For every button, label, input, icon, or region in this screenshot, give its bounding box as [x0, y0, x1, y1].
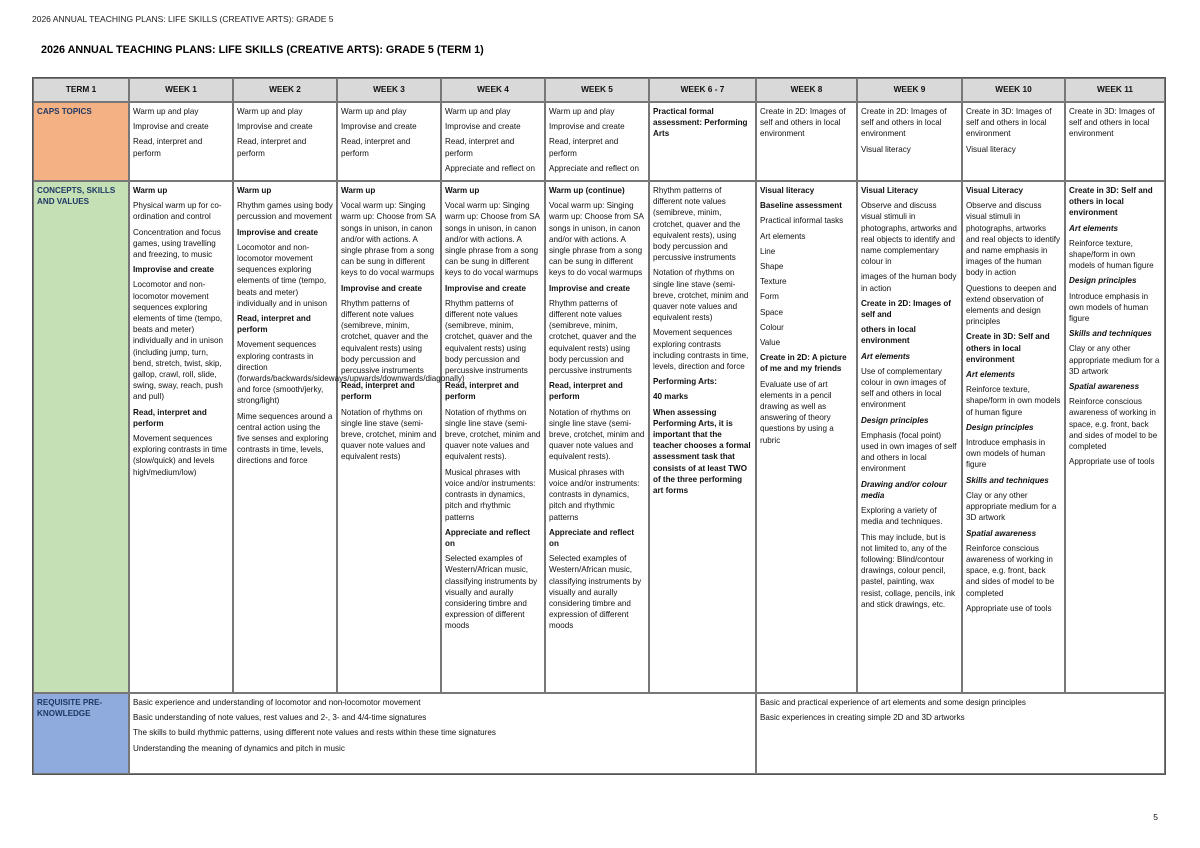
column-header: WEEK 2 — [233, 78, 337, 102]
cell-text: Texture — [760, 277, 787, 287]
cell-subheading: Spatial awareness — [1069, 382, 1140, 392]
column-header: WEEK 9 — [857, 78, 962, 102]
cell-subheading: Appreciate and reflect on — [549, 527, 635, 548]
cell-subheading: Art elements — [1069, 223, 1119, 233]
cell-text: Appropriate use of tools — [1069, 457, 1155, 467]
cell-text: Introduce emphasis in own models of human figure — [966, 438, 1046, 470]
cell-subheading: Visual Literacy — [966, 186, 1023, 196]
cell-text: Appropriate use of tools — [966, 603, 1052, 613]
cell-subheading: Spatial awareness — [966, 528, 1037, 538]
cell-subheading: Warm up — [133, 186, 168, 196]
cell-text: Movement sequences exploring contrasts in direction (forwards/backwards/sideways/upwards/downwards/diagonally) and force (smooth/jerky, strong/light) — [237, 340, 465, 406]
cell-text: Art elements — [760, 231, 806, 241]
requisite-pre-knowledge-row — [33, 693, 1165, 774]
cell-text: Observe and discuss visual stimuli in photographs, artworks and real objects to identify and name complementary colour in — [861, 201, 957, 267]
cell-text: Movement sequences exploring contrasts in time (slow/quick) and levels high/medium/low) — [133, 434, 228, 477]
cell-text: Read, interpret and perform — [341, 137, 411, 158]
cell-text: Notation of rhythms on single line stave (semi-breve, crotchet, minim and quaver note values and equivalent rests). — [549, 407, 645, 462]
cell-subheading: Improvise and create — [133, 265, 214, 275]
table-cell — [337, 181, 441, 693]
cell-text: Concentration and focus games, using travelling and freezing, to music — [133, 227, 221, 260]
table-cell — [545, 181, 649, 693]
cell-subheading: 40 marks — [653, 392, 689, 402]
cell-text: Observe and discuss visual stimuli in photographs, artworks and real objects to identify and name emphasis in images of the human body in action — [966, 201, 1061, 278]
cell-text: This may include, but is not limited to, any of the following: Blind/contour drawings, colour pencil, pastel, painting, wax resist, collage, pencils, ink and stick drawings, etc. — [861, 532, 956, 609]
cell-text: Questions to deepen and extend observation of elements and design principles — [966, 283, 1057, 327]
table-cell — [857, 102, 962, 181]
cell-subheading: When assessing Performing Arts, it is important that the teacher chooses a formal assessment task that consists of at least TWO of the three performing art forms — [653, 407, 751, 496]
column-header: WEEK 10 — [962, 78, 1065, 102]
cell-text: Basic experience and understanding of locomotor and non-locomotor movement — [133, 698, 421, 708]
cell-text: Read, interpret and perform — [445, 137, 515, 158]
cell-text: Appreciate and reflect on — [549, 163, 639, 173]
cell-subheading: Read, interpret and perform — [133, 407, 207, 428]
cell-text: Value — [760, 338, 781, 348]
cell-subheading: Warm up (continue) — [549, 186, 625, 196]
table-cell — [1065, 181, 1165, 693]
cell-subheading: Art elements — [861, 351, 911, 361]
cell-subheading: Design principles — [1069, 276, 1137, 286]
cell-subheading: Appreciate and reflect on — [445, 527, 531, 548]
table-cell — [545, 102, 649, 181]
cell-text: Appreciate and reflect on — [445, 163, 535, 173]
cell-text: Locomotor and non-locomotor movement sequences exploring elements of time (tempo, beats and meter) individually and in unison — [237, 242, 327, 308]
table-cell — [857, 181, 962, 693]
cell-subheading: Create in 3D: Self and others in local environment — [966, 332, 1050, 364]
cell-text: Warm up and play — [445, 107, 511, 116]
cell-text: Basic and practical experience of art elements and some design principles — [760, 698, 1026, 708]
table-cell — [962, 102, 1065, 181]
cell-text: Understanding the meaning of dynamics and pitch in music — [133, 743, 345, 753]
cell-text: Exploring a variety of media and techniques. — [861, 506, 943, 527]
cell-text: Visual literacy — [966, 144, 1016, 154]
cell-text: Selected examples of Western/African music, classifying instruments by visually and aurally considering timbre and expression of different moods — [445, 554, 538, 631]
cell-text: Physical warm up for co-ordination and control — [133, 201, 222, 222]
cell-subheading: Improvise and create — [237, 227, 318, 237]
column-header: WEEK 3 — [337, 78, 441, 102]
cell-subheading: Create in 2D: A picture of me and my friends — [760, 353, 847, 374]
cell-text: Create in 2D: Images of self and others in local environment — [760, 107, 846, 139]
cell-text: The skills to build rhythmic patterns, using different note values and rests within these time signatures — [133, 728, 496, 738]
cell-subheading: Warm up — [341, 186, 376, 196]
cell-subheading: Read, interpret and perform — [341, 381, 415, 402]
teaching-plan-table — [32, 77, 1166, 775]
cell-text: Musical phrases with voice and/or instruments: contrasts in dynamics, pitch and rhythmic patterns — [445, 467, 536, 522]
cell-text: Introduce emphasis in own models of human figure — [1069, 291, 1149, 324]
cell-text: Create in 3D: Images of self and others in local environment — [966, 107, 1052, 139]
cell-text: Line — [760, 246, 776, 256]
cell-text: Rhythm patterns of different note values (semibreve, minim, crotchet, quaver and the equivalent rests) using body percussion and percussive instruments — [341, 298, 429, 376]
cell-text: Improvise and create — [133, 122, 209, 132]
cell-subheading: Art elements — [966, 370, 1016, 380]
cell-subheading: Skills and techniques — [1069, 329, 1152, 339]
table-cell — [441, 102, 545, 181]
concepts-skills-values-row — [33, 181, 1165, 693]
cell-text: Create in 3D: Images of self and others in local environment — [1069, 107, 1155, 139]
cell-subheading: Improvise and create — [445, 283, 526, 293]
table-cell — [233, 102, 337, 181]
cell-text: Rhythm games using body percussion and movement — [237, 201, 333, 222]
cell-text: Basic understanding of note values, rest values and 2-, 3- and 4/4-time signatures — [133, 713, 427, 723]
cell-text: Colour — [760, 322, 784, 332]
cell-subheading: Warm up — [237, 186, 272, 196]
table-cell — [129, 102, 233, 181]
cell-subheading: Visual literacy — [760, 186, 815, 196]
cell-subheading: Warm up — [445, 186, 480, 196]
table-cell-performing-arts — [129, 693, 756, 774]
caps-topics-row — [33, 102, 1165, 181]
cell-text: Evaluate use of art elements in a pencil drawing as well as answering of theory questions by using a rubric — [760, 379, 834, 445]
cell-text: Warm up and play — [133, 107, 199, 116]
cell-subheading: Improvise and create — [549, 283, 630, 293]
table-cell — [649, 102, 756, 181]
cell-text: Warm up and play — [237, 107, 303, 116]
table-cell — [756, 181, 857, 693]
cell-text: Warm up and play — [341, 107, 407, 116]
cell-text: Space — [760, 307, 783, 317]
cell-text: Musical phrases with voice and/or instruments: contrasts in dynamics, pitch and rhythmic patterns — [549, 467, 640, 522]
cell-text: Movement sequences exploring contrasts including contrasts in time, levels, direction and force — [653, 328, 749, 372]
table-cell — [756, 102, 857, 181]
table-cell — [337, 102, 441, 181]
cell-text: Notation of rhythms on single line stave (semi-breve, crotchet, minim and quaver note values and equivalent rests) — [653, 268, 749, 323]
cell-text: Selected examples of Western/African music, classifying instruments by visually and aurally considering timbre and expression of different moods — [549, 554, 642, 631]
cell-subheading: Read, interpret and perform — [237, 314, 311, 335]
cell-subheading: Improvise and create — [341, 283, 422, 293]
cell-subheading: Read, interpret and perform — [445, 381, 519, 402]
cell-text: Improvise and create — [237, 122, 313, 132]
column-header: WEEK 11 — [1065, 78, 1165, 102]
cell-text: Improvise and create — [445, 122, 521, 132]
cell-text: Vocal warm up: Singing warm up: Choose from SA songs in unison, in canon and/or with actions. A single phrase from a song can be sung in different keys to do vocal warmups — [549, 201, 644, 278]
column-header: WEEK 4 — [441, 78, 545, 102]
cell-subheading: Performing Arts: — [653, 377, 718, 387]
cell-text: Notation of rhythms on single line stave (semi-breve, crotchet, minim and quaver note values and equivalent rests) — [341, 407, 437, 462]
cell-text: Use of complementary colour in own images of self and others in local environment — [861, 366, 947, 410]
cell-subheading: Create in 2D: Images of self and — [861, 298, 951, 320]
cell-text: Rhythm patterns of different note values (semibreve, minim, crotchet, quaver and the equivalent rests) using body percussion and percussive instruments — [549, 298, 637, 376]
cell-text: Read, interpret and perform — [237, 137, 307, 158]
cell-subheading: Read, interpret and perform — [549, 381, 623, 402]
cell-text: Reinforce conscious awareness of working in space, e.g. front, back and sides of model to be completed — [966, 543, 1055, 598]
cell-text: Mime sequences around a central action using the five senses and exploring contrasts in time, levels, directions and force — [237, 411, 333, 466]
table-cell — [441, 181, 545, 693]
cell-text: Shape — [760, 262, 784, 272]
cell-text: Visual literacy — [861, 144, 911, 154]
cell-text: Vocal warm up: Singing warm up: Choose from SA songs in unison, in canon and/or with actions. A single phrase from a song can be sung in different keys to do vocal warmups — [341, 201, 436, 278]
cell-text: Locomotor and non-locomotor movement sequences exploring elements of time (tempo, beats and meter) individually and in unison (including jump, turn, bend, stretch, twist, skip, gallop, crawl, roll, slide, swing, sway, reach, push and pull) — [133, 280, 223, 402]
table-cell — [1065, 102, 1165, 181]
table-cell — [649, 181, 756, 693]
cell-text: Warm up and play — [549, 107, 615, 116]
cell-text: images of the human body in action — [861, 272, 957, 293]
cell-text: Read, interpret and perform — [133, 137, 203, 158]
table-cell-visual-arts — [756, 693, 1165, 774]
column-header: WEEK 5 — [545, 78, 649, 102]
cell-subheading: others in local environment — [861, 325, 916, 346]
cell-text: Improvise and create — [341, 122, 417, 132]
cell-text: Clay or any other appropriate medium for a 3D artwork — [966, 490, 1057, 523]
cell-subheading: Visual Literacy — [861, 186, 918, 196]
column-header: WEEK 6 - 7 — [649, 78, 756, 102]
cell-text: Basic experiences in creating simple 2D and 3D artworks — [760, 713, 965, 723]
row-label-caps-topics: CAPS TOPICS — [33, 102, 129, 181]
cell-subheading: Drawing and/or colour media — [861, 479, 947, 500]
cell-subheading: Practical formal assessment: Performing Arts — [653, 107, 748, 139]
cell-text: Reinforce texture, shape/form in own models of human figure — [1069, 238, 1154, 271]
cell-text: Emphasis (focal point) used in own images of self and others in local environment — [861, 430, 957, 474]
running-header: 2026 ANNUAL TEACHING PLANS: LIFE SKILLS (CREATIVE ARTS): GRADE 5 — [32, 14, 334, 24]
cell-text: Improvise and create — [549, 122, 625, 132]
row-label-prereq: REQUISITE PRE-KNOWLEDGE — [33, 693, 129, 774]
cell-subheading: Baseline assessment — [760, 201, 842, 211]
cell-subheading: Create in 3D: Self and others in local environment — [1069, 186, 1153, 218]
page-title: 2026 ANNUAL TEACHING PLANS: LIFE SKILLS (CREATIVE ARTS): GRADE 5 (TERM 1) — [41, 44, 484, 56]
table-cell — [962, 181, 1065, 693]
cell-text: Rhythm patterns of different note values (semibreve, minim, crotchet, quaver and the equivalent rests), using body percussion and percussive instruments — [653, 186, 741, 263]
cell-text: Form — [760, 292, 779, 302]
row-label-concepts: CONCEPTS, SKILLS AND VALUES — [33, 181, 129, 693]
column-header: TERM 1 — [33, 78, 129, 102]
page-number: 5 — [1153, 812, 1158, 822]
cell-text: Notation of rhythms on single line stave (semi-breve, crotchet, minim and quaver note values and equivalent rests). — [445, 407, 541, 462]
cell-text: Clay or any other appropriate medium for a 3D artwork — [1069, 344, 1160, 376]
header-row — [33, 78, 1165, 102]
table-cell — [129, 181, 233, 693]
cell-text: Practical informal tasks — [760, 216, 844, 226]
column-header: WEEK 8 — [756, 78, 857, 102]
cell-text: Read, interpret and perform — [549, 137, 619, 158]
cell-subheading: Skills and techniques — [966, 475, 1049, 485]
cell-text: Rhythm patterns of different note values (semibreve, minim, crotchet, quaver and the equivalent rests) using body percussion and percussive instruments — [445, 298, 533, 376]
cell-text: Vocal warm up: Singing warm up: Choose from SA songs in unison, in canon and/or with actions. A single phrase from a song can be sung in different keys to do vocal warmups — [445, 201, 540, 278]
cell-text: Reinforce texture, shape/form in own models of human figure — [966, 385, 1061, 417]
cell-subheading: Design principles — [861, 415, 929, 425]
column-header: WEEK 1 — [129, 78, 233, 102]
cell-subheading: Design principles — [966, 422, 1034, 432]
cell-text: Reinforce conscious awareness of working in space, e.g. front, back and sides of model to be completed — [1069, 397, 1158, 452]
cell-text: Create in 2D: Images of self and others in local environment — [861, 107, 947, 139]
